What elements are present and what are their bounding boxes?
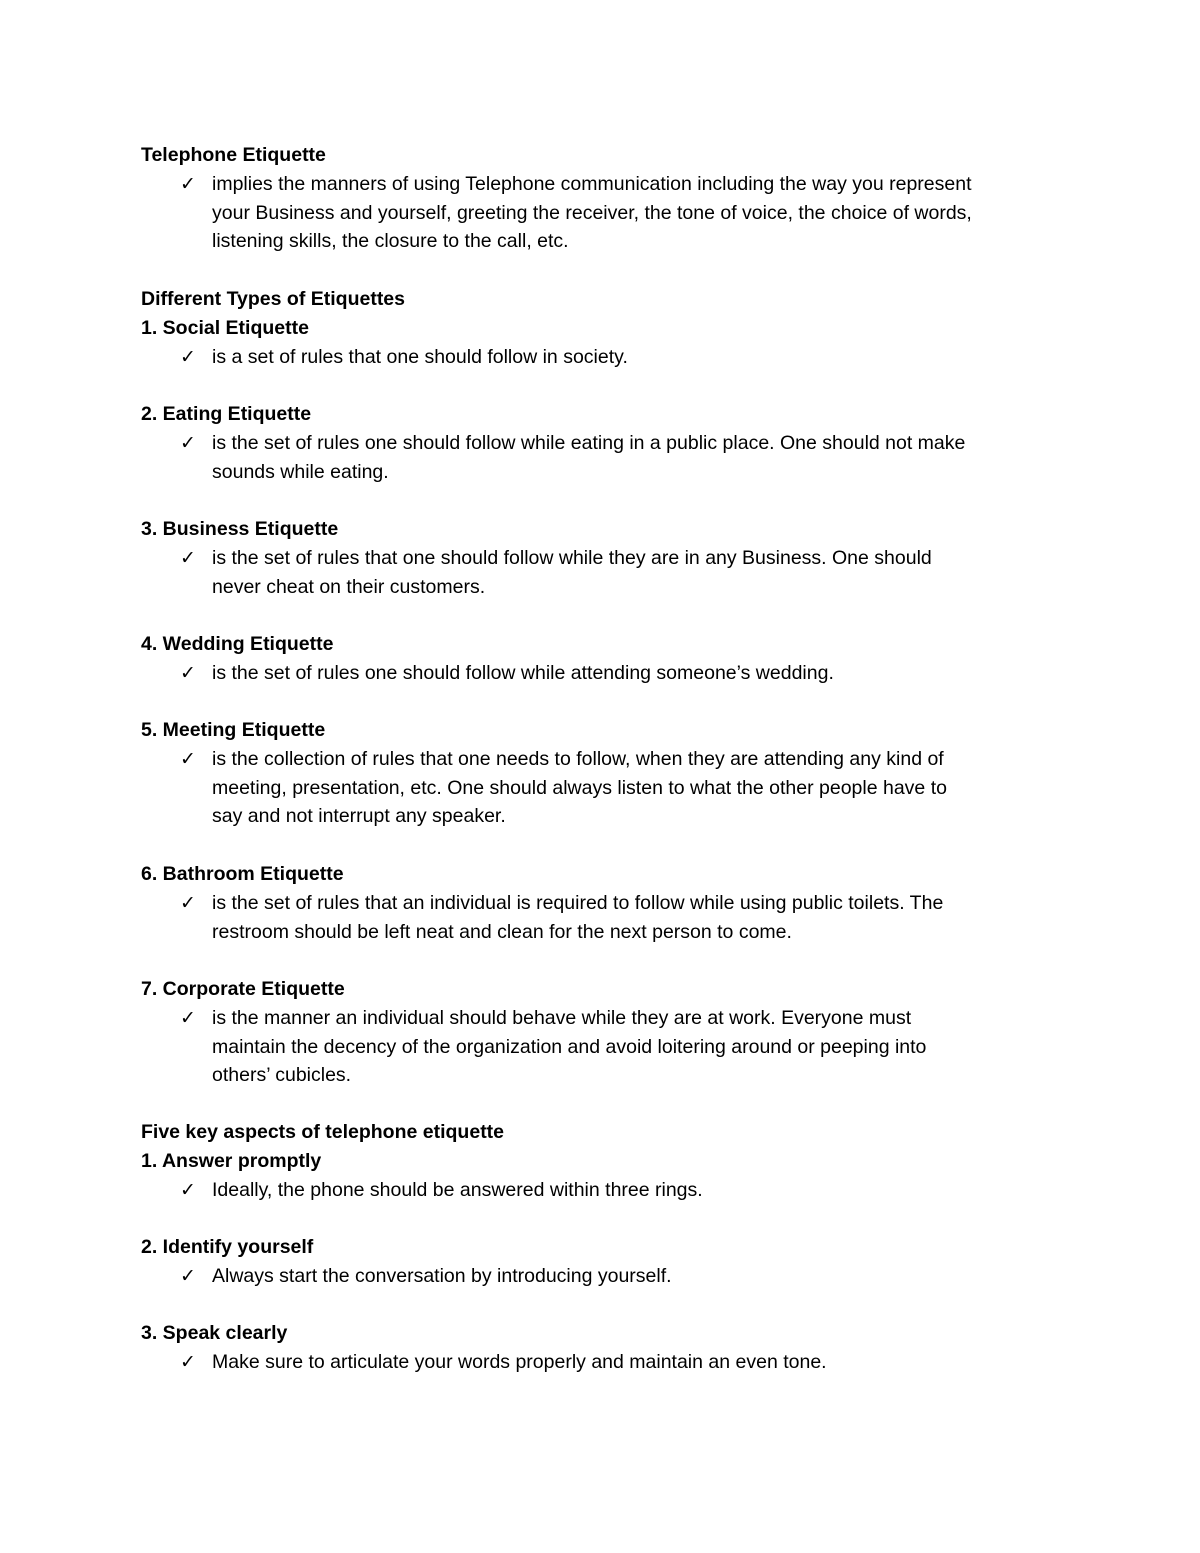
item-title: 3. Speak clearly [141,1322,288,1344]
bullet-text-line: meeting, presentation, etc. One should always listen to what the other people have to [212,776,947,799]
bullet-text-line: your Business and yourself, greeting the receiver, the tone of voice, the choice of words, [212,201,972,224]
section-title: Telephone Etiquette [141,144,326,166]
bullet-text-line: Ideally, the phone should be answered within three rings. [212,1178,703,1201]
checkmark-icon: ✓ [180,1006,196,1029]
bullet-text-line: implies the manners of using Telephone communication including the way you represent [212,172,972,195]
bullet-text-line: is the manner an individual should behave while they are at work. Everyone must [212,1006,912,1029]
checkmark-icon: ✓ [180,1178,196,1201]
checkmark-icon: ✓ [180,345,196,368]
bullet-item [180,343,1071,372]
item-title: 3. Business Etiquette [141,518,339,540]
item-title: 2. Identify yourself [141,1236,314,1258]
section-aspects-heading [141,1118,1071,1147]
bullet-item [180,170,1071,256]
etiquette-type-social [141,314,1071,372]
aspect-answer-promptly [141,1147,1071,1205]
section-heading: Different Types of Etiquettes [141,288,406,310]
checkmark-icon: ✓ [180,661,196,684]
bullet-text-line: Always start the conversation by introducing yourself. [212,1264,672,1287]
bullet-item [180,544,1071,602]
bullet-item [180,1262,1071,1291]
bullet-text-line: say and not interrupt any speaker. [212,805,506,828]
checkmark-icon: ✓ [180,546,196,569]
item-title: 6. Bathroom Etiquette [141,863,344,885]
checkmark-icon: ✓ [180,1264,196,1287]
aspect-identify-yourself [141,1233,1071,1291]
checkmark-icon: ✓ [180,1350,196,1373]
bullet-text-line: is the set of rules one should follow while attending someone’s wedding. [212,661,834,684]
bullet-text-line: is the set of rules that an individual is required to follow while using public toilets. The [212,891,944,914]
bullet-item [180,1176,1071,1205]
etiquette-type-business [141,515,1071,601]
bullet-text-line: is a set of rules that one should follow in society. [212,345,628,368]
bullet-text-line: restroom should be left neat and clean for the next person to come. [212,920,792,943]
aspect-speak-clearly [141,1319,1071,1377]
bullet-text-line: listening skills, the closure to the call, etc. [212,230,569,253]
item-title: 1. Answer promptly [141,1150,322,1172]
section-telephone-etiquette [141,141,1071,256]
bullet-text-line: is the collection of rules that one needs to follow, when they are attending any kind of [212,747,944,770]
bullet-text-line: is the set of rules one should follow while eating in a public place. One should not make [212,431,966,454]
bullet-item [180,889,1071,947]
section-heading: Five key aspects of telephone etiquette [141,1121,505,1143]
bullet-text-line: maintain the decency of the organization and avoid loitering around or peeping into [212,1035,927,1058]
checkmark-icon: ✓ [180,431,196,454]
bullet-item [180,1004,1071,1090]
bullet-text-line: never cheat on their customers. [212,575,486,598]
bullet-item [180,659,1071,688]
bullet-text-line: sounds while eating. [212,460,389,483]
item-title: 2. Eating Etiquette [141,403,312,425]
checkmark-icon: ✓ [180,891,196,914]
item-title: 1. Social Etiquette [141,317,309,339]
bullet-text-line: is the set of rules that one should follow while they are in any Business. One should [212,546,932,569]
bullet-text-line: others’ cubicles. [212,1064,352,1087]
etiquette-type-wedding [141,630,1071,688]
item-title: 5. Meeting Etiquette [141,719,326,741]
etiquette-type-bathroom [141,860,1071,946]
bullet-item [180,1348,1071,1377]
bullet-item [180,745,1071,831]
section-types-heading [141,285,1071,314]
bullet-text-line: Make sure to articulate your words properly and maintain an even tone. [212,1350,827,1373]
etiquette-type-eating [141,400,1071,486]
etiquette-type-corporate [141,975,1071,1090]
etiquette-type-meeting [141,716,1071,831]
item-title: 4. Wedding Etiquette [141,633,334,655]
checkmark-icon: ✓ [180,747,196,770]
item-title: 7. Corporate Etiquette [141,978,345,1000]
checkmark-icon: ✓ [180,172,196,195]
bullet-item [180,429,1071,487]
